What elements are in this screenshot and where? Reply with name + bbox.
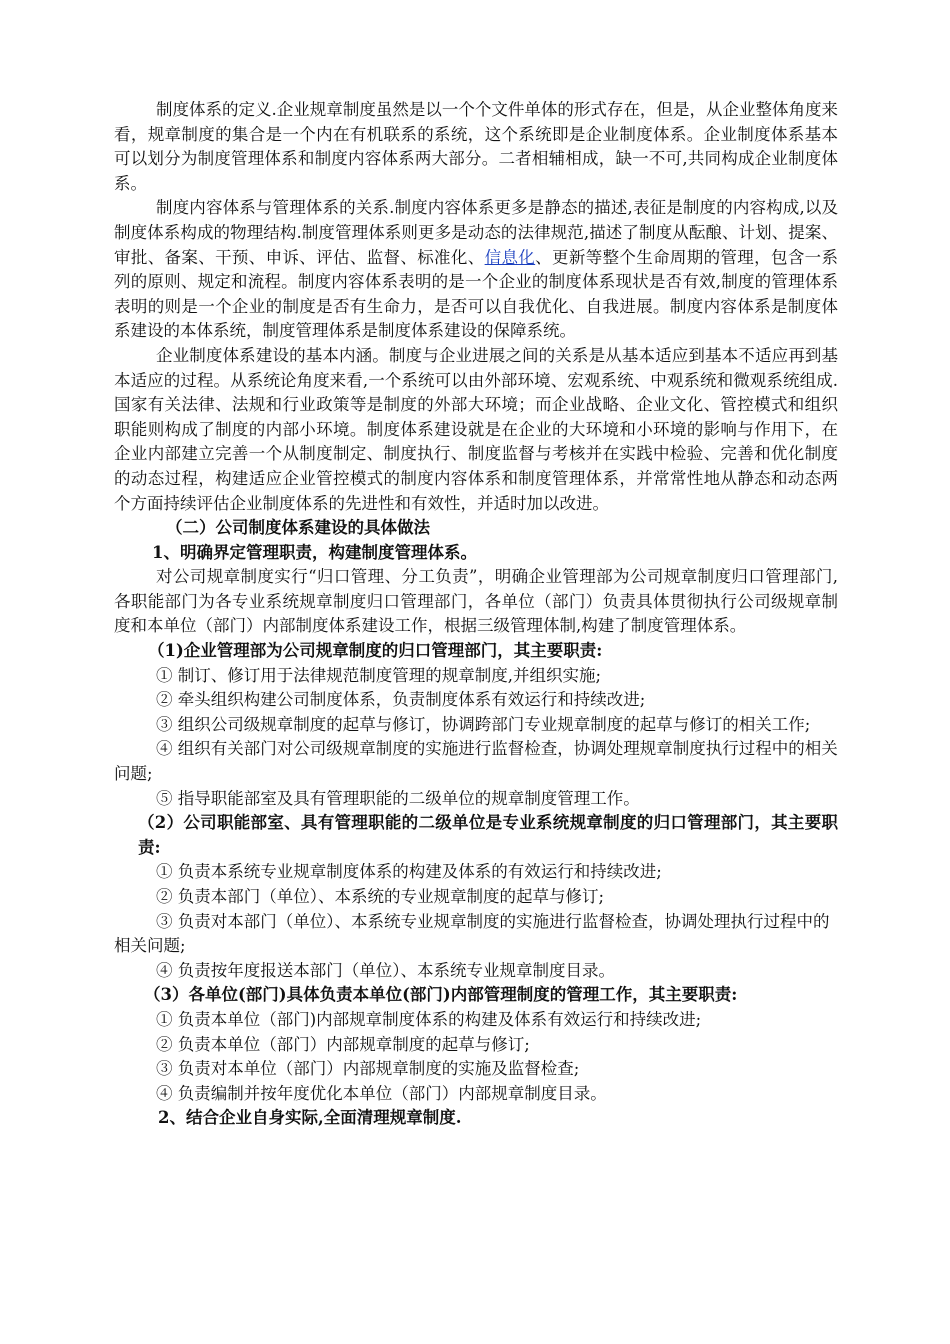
group-1-item: ① 制订、修订用于法律规范制度管理的规章制度,并组织实施; (156, 665, 602, 685)
group-1-item: ⑤ 指导职能部室及具有管理职能的二级单位的规章制度管理工作。 (156, 788, 640, 808)
group-1-heading: （1)企业管理部为公司规章制度的归口管理部门，其主要职责: (148, 641, 603, 661)
subsection-1-text: 对公司规章制度实行“归口管理、分工负责”，明确企业管理部为公司规章制度归口管理部门,各职能部门为各专业系统规章制度归口管理部门，各单位（部门）负责具体贯彻执行公司级规章制度和本单位（部门）内部制度体系建设工作，根据三级管理体制,构建了制度管理体系。 (114, 567, 838, 636)
paragraph-relationship (114, 196, 838, 344)
paragraph-relationship-text-b: 、更新等整个生命周期的管理，包含一系列的原则、规定和流程。制度内容体系表明的是一个企业的制度体系现状是否有效,制度的管理体系表明的则是一个企业的制度是否有生命力，是否可以自我优化、自我进展。制度内容体系是制度体系建设的本体系统，制度管理体系是制度体系建设的保障系统。 (114, 247, 839, 341)
subsection-2-heading: 2、结合企业自身实际,全面清理规章制度. (158, 1108, 462, 1128)
group-2-item: ③ 负责对本部门（单位）、本系统专业规章制度的实施进行监督检查，协调处理执行过程中的相关问题; (114, 911, 830, 956)
group-3-item: ① 负责本单位（部门)内部规章制度体系的构建及体系有效运行和持续改进; (156, 1009, 702, 1029)
group-1-item: ③ 组织公司级规章制度的起草与修订，协调跨部门专业规章制度的起草与修订的相关工作; (156, 714, 811, 734)
paragraph-connotation: 企业制度体系建设的基本内涵。制度与企业进展之间的关系是从基本适应到基本不适应再到基本适应的过程。从系统论角度来看,一个系统可以由外部环境、宏观系统、中观系统和微观系统组成.国家有关法律、法规和行业政策等是制度的外部大环境；而企业战略、企业文化、管控模式和组织职能则构成了制度的内部小环境。制度体系建设就是在企业的大环境和小环境的影响与作用下，在企业内部建立完善一个从制度制定、制度执行、制度监督与考核并在实践中检验、完善和优化制度的动态过程，构建适应企业管控模式的制度内容体系和制度管理体系，并常常性地从静态和动态两个方面持续评估企业制度体系的先进性和有效性，并适时加以改进。 (114, 345, 838, 513)
section-heading: （二）公司制度体系建设的具体做法 (166, 518, 430, 538)
group-3-item: ② 负责本单位（部门）内部规章制度的起草与修订; (156, 1034, 530, 1054)
document-page (114, 98, 838, 1131)
paragraph-definition: 制度体系的定义.企业规章制度虽然是以一个个文件单体的形式存在，但是，从企业整体角度来看，规章制度的集合是一个内在有机联系的系统，这个系统即是企业制度体系。企业制度体系基本可以划分为制度管理体系和制度内容体系两大部分。二者相辅相成，缺一不可,共同构成企业制度体系。 (114, 100, 838, 193)
group-1-item: ④ 组织有关部门对公司级规章制度的实施进行监督检查，协调处理规章制度执行过程中的相关问题; (114, 739, 838, 784)
paragraph-relationship-text-a: 制度内容体系与管理体系的关系.制度内容体系更多是静态的描述,表征是制度的内容构成,以及制度体系构成的物理结构.制度管理体系则更多是动态的法律规范,描述了制度从酝酿、计划、提案、审批、备案、干预、申诉、评估、监督、标准化、 (114, 198, 838, 267)
group-3-item: ③ 负责对本单位（部门）内部规章制度的实施及监督检查; (156, 1059, 580, 1079)
subsection-1-heading: 1、明确界定管理职责，构建制度管理体系。 (152, 542, 477, 562)
group-2-item: ① 负责本系统专业规章制度体系的构建及体系的有效运行和持续改进; (156, 862, 662, 882)
group-3-heading: （3）各单位(部门)具体负责本单位(部门)内部管理制度的管理工作，其主要职责: (144, 985, 738, 1005)
group-2-item: ② 负责本部门（单位）、本系统的专业规章制度的起草与修订; (156, 887, 605, 906)
group-3-item: ④ 负责编制并按年度优化本单位（部门）内部规章制度目录。 (156, 1083, 607, 1103)
group-2-heading: （2）公司职能部室、具有管理职能的二级单位是专业系统规章制度的归口管理部门，其主要职责: (138, 813, 838, 857)
informatization-link[interactable]: 信息化 (484, 247, 536, 267)
group-1-item: ② 牵头组织构建公司制度体系，负责制度体系有效运行和持续改进; (156, 690, 646, 710)
group-2-item: ④ 负责按年度报送本部门（单位）、本系统专业规章制度目录。 (156, 960, 615, 980)
